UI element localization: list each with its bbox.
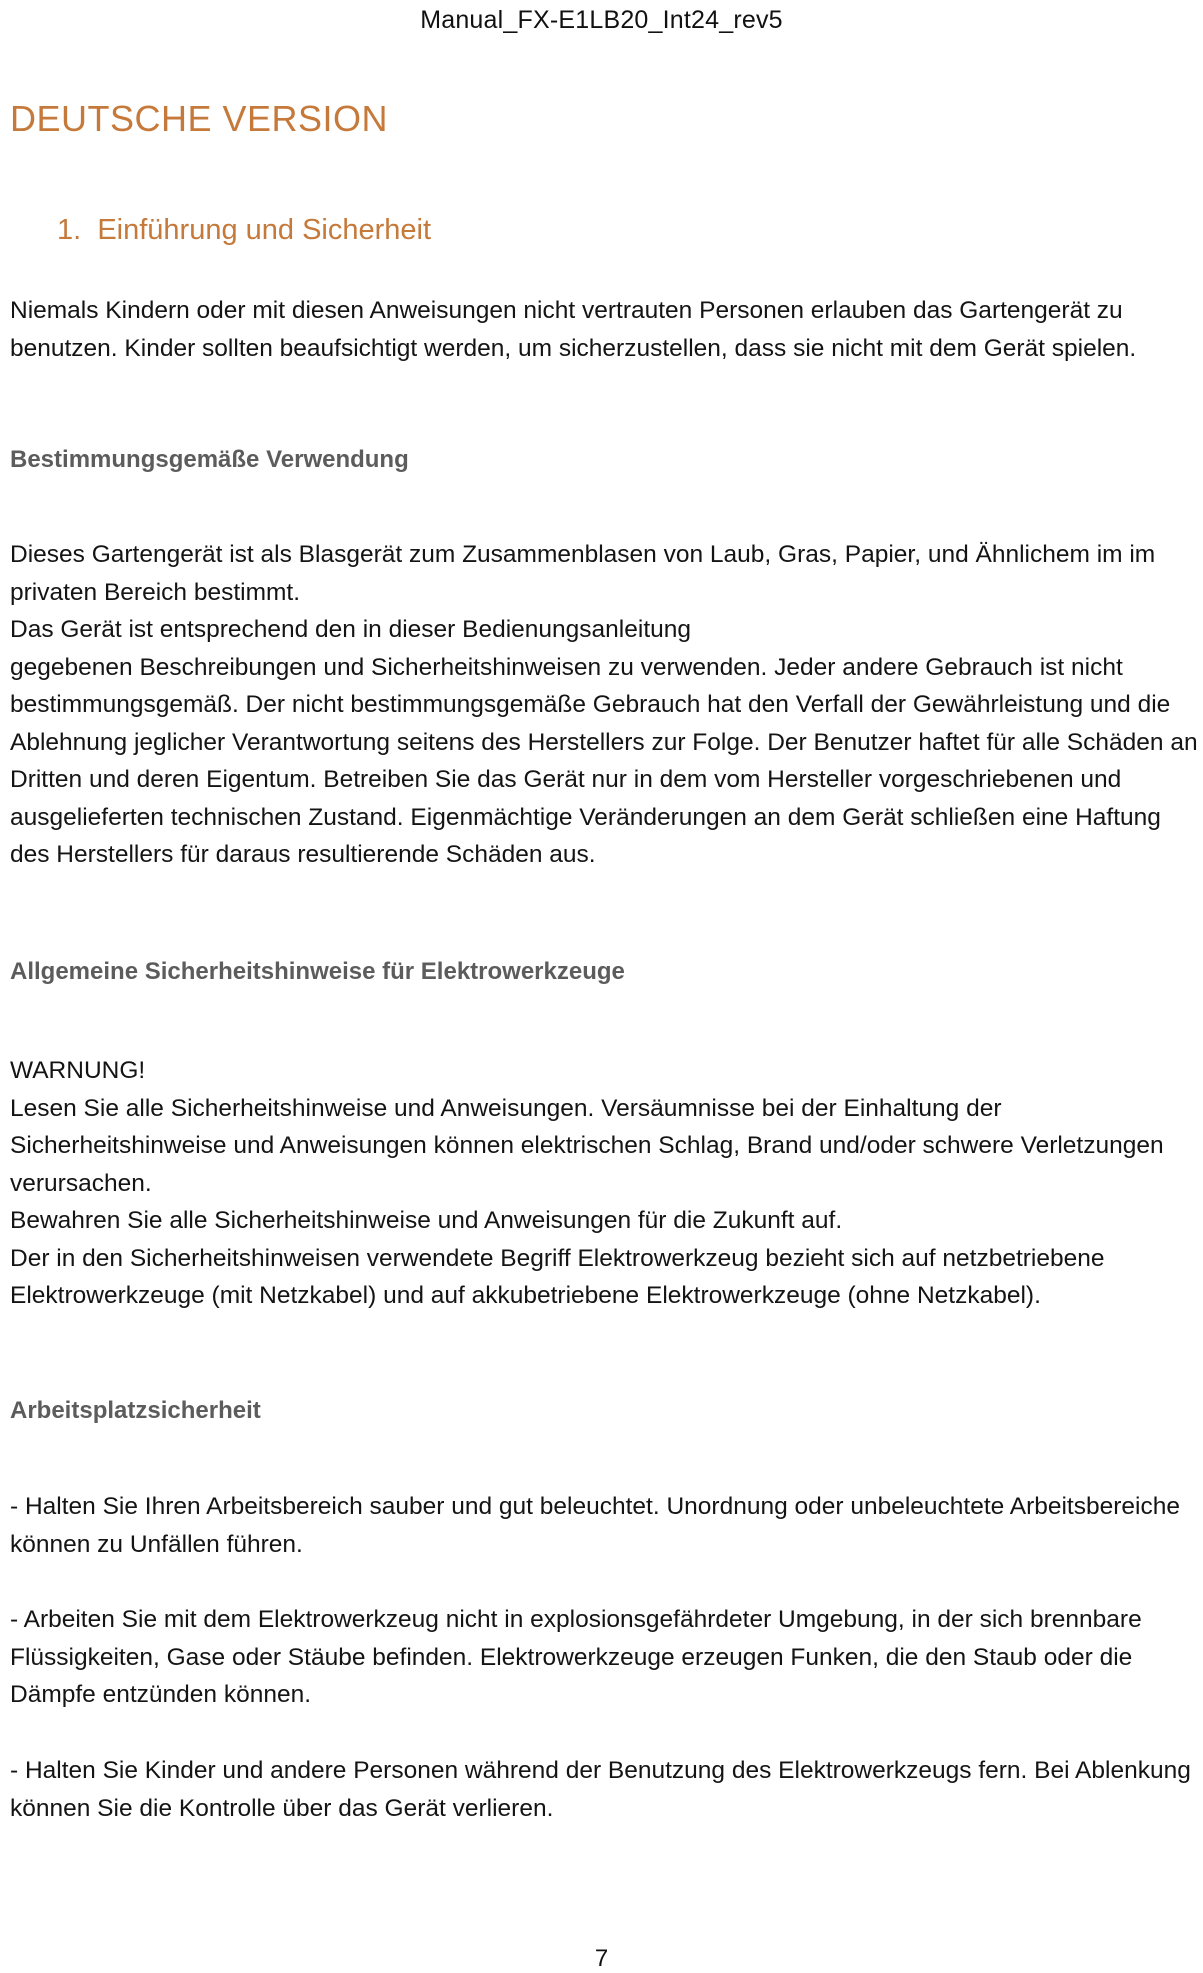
workplace-item-text: - Arbeiten Sie mit dem Elektrowerkzeug nicht in explosionsgefährdeter Umgebung, in der sich brennbare Flüssigkeiten, Gase oder Stäube befinden. Elektrowerkzeuge erzeugen Funken, die den Staub oder die Dämpfe entzünden können. [10, 1606, 1142, 1708]
document-title: DEUTSCHE VERSION [10, 98, 389, 139]
intended-use-heading: Bestimmungsgemäße Verwendung [10, 446, 409, 473]
workplace-item [10, 1752, 1200, 1827]
intended-use-paragraph: Das Gerät ist entsprechend den in dieser Bedienungsanleitung [10, 616, 691, 643]
general-safety-body [10, 1052, 1200, 1315]
section-number: 1. [57, 214, 82, 246]
general-safety-paragraph: Lesen Sie alle Sicherheitshinweise und Anweisungen. Versäumnisse bei der Einhaltung der Sicherheitshinweise und Anweisungen können elektrischen Schlag, Brand und/oder schwere Verletzungen verursachen. [10, 1094, 1164, 1197]
intended-use-paragraph: gegebenen Beschreibungen und Sicherheitshinweisen zu verwenden. Jeder andere Gebrauch ist nicht bestimmungsgemäß. Der nicht bestimmungsgemäße Gebrauch hat den Verfall der Gewährleistung und die Ablehnung jeglicher Verantwortung seitens des Herstellers zur Folge. Der Benutzer haftet für alle Schäden an Dritten und deren Eigentum. Betreiben Sie das Gerät nur in dem vom Hersteller vorgeschriebenen und ausgelieferten technischen Zustand. Eigenmächtige Veränderungen an dem Gerät schließen eine Haftung des Herstellers für daraus resultierende Schäden aus. [10, 653, 1198, 868]
intended-use-paragraph: Dieses Gartengerät ist als Blasgerät zum Zusammenblasen von Laub, Gras, Papier, und Ähnlichem im im privaten Bereich bestimmt. [10, 541, 1156, 606]
workplace-item-text: - Halten Sie Kinder und andere Personen während der Benutzung des Elektrowerkzeugs fern. Bei Ablenkung können Sie die Kontrolle über das Gerät verlieren. [10, 1757, 1191, 1822]
page-number: 7 [594, 1945, 609, 1972]
general-safety-heading: Allgemeine Sicherheitshinweise für Elektrowerkzeuge [10, 958, 625, 985]
general-safety-paragraph: Der in den Sicherheitshinweisen verwendete Begriff Elektrowerkzeug bezieht sich auf netzbetriebene Elektrowerkzeuge (mit Netzkabel) und auf akkubetriebene Elektrowerkzeuge (ohne Netzkabel). [10, 1244, 1105, 1309]
workplace-item [10, 1601, 1200, 1714]
warning-label: WARNUNG! [10, 1057, 146, 1084]
intended-use-body [10, 536, 1200, 874]
general-safety-paragraph: Bewahren Sie alle Sicherheitshinweise und Anweisungen für die Zukunft auf. [10, 1207, 843, 1234]
document-header: Manual_FX-E1LB20_Int24_rev5 [420, 6, 783, 34]
intro-paragraph [10, 292, 1200, 367]
intro-text: Niemals Kindern oder mit diesen Anweisungen nicht vertrauten Personen erlauben das Gartengerät zu benutzen. Kinder sollten beaufsichtigt werden, um sicherzustellen, dass sie nicht mit dem Gerät spielen. [10, 297, 1137, 362]
section-heading [57, 214, 431, 247]
section-title: Einführung und Sicherheit [97, 214, 432, 246]
workplace-item [10, 1488, 1200, 1563]
workplace-item-text: - Halten Sie Ihren Arbeitsbereich sauber und gut beleuchtet. Unordnung oder unbeleuchtete Arbeitsbereiche können zu Unfällen führen. [10, 1493, 1180, 1558]
workplace-heading: Arbeitsplatzsicherheit [10, 1397, 261, 1424]
